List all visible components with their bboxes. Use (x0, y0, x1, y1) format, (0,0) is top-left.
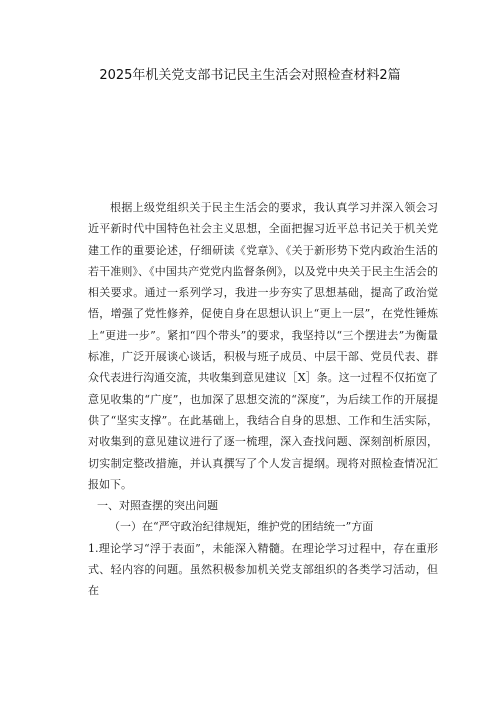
item-paragraph: 1.理论学习“浮于表面”，未能深入精髓。在理论学习过程中，存在重形式、轻内容的问题。虽然积极参加机关党支部组织的各类学习活动，但在 (88, 541, 438, 598)
document-body (88, 197, 438, 602)
document-title: 2025年机关党支部书记民主生活会对照检查材料2篇 (99, 68, 401, 83)
section-heading: 一、对照查摆的突出问题 (97, 499, 218, 513)
intro-paragraph: 根据上级党组织关于民主生活会的要求，我认真学习并深入领会习近平新时代中国特色社会主义思想，全面把握习近平总书记关于机关党建工作的重要论述，仔细研读《党章》、《关于新形势下党内政治生活的若干准则》、《中国共产党党内监督条例》，以及党中央关于民主生活会的相关要求。通过一系列学习，我进一步夯实了思想基础，提高了政治觉悟，增强了党性修养，促使自身在思想认识上“更上一层”，在党性锤炼上“更进一步”。紧扣“四个带头”的要求，我坚持以“三个摆进去”为衡量标准，广泛开展谈心谈话，积极与班子成员、中层干部、党员代表、群众代表进行沟通交流，共收集到意见建议［X］条。这一过程不仅拓宽了意见收集的“广度”，也加深了思想交流的“深度”，为后续工作的开展提供了“坚实支撑”。在此基础上，我结合自身的思想、工作和生活实际，对收集到的意见建议进行了逐一梳理，深入查找问题、深刻剖析原因，切实制定整改措施，并认真撰写了个人发言提纲。现将对照检查情况汇报如下。 (88, 201, 438, 491)
subsection-heading: （一）在“严守政治纪律规矩，维护党的团结统一”方面 (109, 520, 374, 534)
